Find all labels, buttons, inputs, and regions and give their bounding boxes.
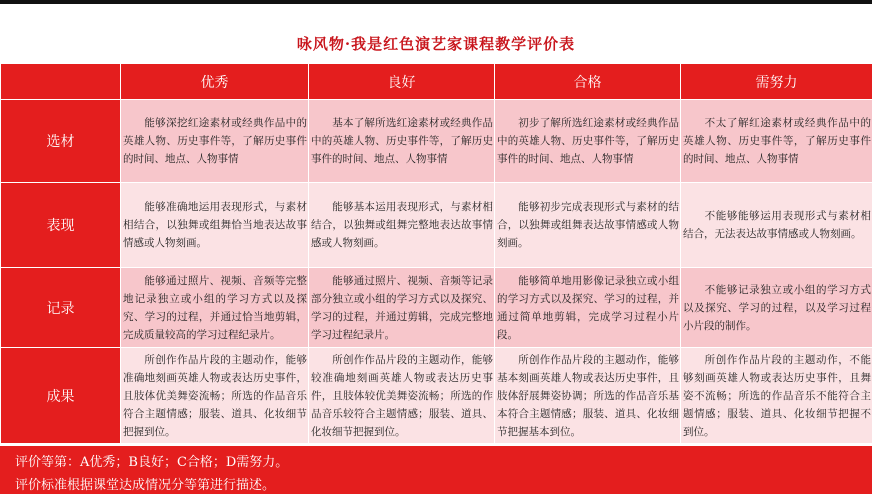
table-cell: 不太了解红途素材或经典作品中的英雄人物、历史事件等，了解历史事件的时间、地点、人物事情 [681,100,872,183]
footer-criteria-note: 评价标准根据课堂达成情况分等第进行描述。 [15,478,276,493]
table-row [1,100,872,183]
table-cell: 能够简单地用影像记录独立或小组的学习方式以及探究、学习的过程，并通过简单地剪辑，完成学习过程小片段。 [495,268,681,348]
row-label-result: 成果 [1,348,121,444]
row-label-selection: 选材 [1,100,121,183]
row-label-performance: 表现 [1,183,121,268]
table-cell: 所创作作品片段的主题动作，能够较准确地刻画英雄人物或表达历史事件，且肢体较优美舞姿流畅；所选的作品音乐较符合主题情感；服装、道具、化妆细节把握到位。 [309,348,495,444]
table-cell: 能够深挖红途素材或经典作品中的英雄人物、历史事件等，了解历史事件的时间、地点、人物事情 [121,100,309,183]
column-header-good: 良好 [309,64,495,100]
table-row [1,348,872,444]
table-cell: 能够初步完成表现形式与素材的结合，以独舞或组舞表达故事情感或人物刻画。 [495,183,681,268]
table-cell: 能够通过照片、视频、音频等完整地记录独立或小组的学习方式以及探究、学习的过程，并通过恰当地剪辑，完成质量较高的学习过程纪录片。 [121,268,309,348]
table-cell: 基本了解所选红途素材或经典作品中的英雄人物、历史事件等，了解历史事件的时间、地点、人物事情 [309,100,495,183]
table-cell: 能够通过照片、视频、音频等记录部分独立或小组的学习方式以及探究、学习的过程，并通过剪辑，完成完整地学习过程纪录片。 [309,268,495,348]
table-cell: 所创作作品片段的主题动作，能够基本刻画英雄人物或表达历史事件，且肢体舒展舞姿协调；所选的作品音乐基本符合主题情感；服装、道具、化妆细节把握基本到位。 [495,348,681,444]
table-cell: 不能够能够运用表现形式与素材相结合，无法表达故事情感或人物刻画。 [681,183,872,268]
table-cell: 所创作作品片段的主题动作，能够准确地刻画英雄人物或表达历史事件，且肢体优美舞姿流畅；所选的作品音乐符合主题情感；服装、道具、化妆细节把握到位。 [121,348,309,444]
table-row [1,268,872,348]
column-header-pass: 合格 [495,64,681,100]
table-cell: 所创作作品片段的主题动作，不能够刻画英雄人物或表达历史事件，且舞姿不流畅；所选的作品音乐不能符合主题情感；服装、道具、化妆细节把握不到位。 [681,348,872,444]
table-cell: 能够准确地运用表现形式，与素材相结合，以独舞或组舞恰当地表达故事情感或人物刻画。 [121,183,309,268]
table-row [1,183,872,268]
table-cell: 初步了解所选红途素材或经典作品中的英雄人物、历史事件等，了解历史事件的时间、地点、人物事情 [495,100,681,183]
footer-grading-note: 评价等第：A优秀；B良好；C合格；D需努力。 [15,455,289,470]
top-border [0,0,872,4]
footer-notes [0,446,872,494]
table-cell: 不能够记录独立或小组的学习方式以及探究、学习的过程，以及学习过程小片段的制作。 [681,268,872,348]
evaluation-table [0,63,872,444]
column-header-needs-work: 需努力 [681,64,872,100]
corner-cell [1,64,121,100]
row-label-record: 记录 [1,268,121,348]
column-header-excellent: 优秀 [121,64,309,100]
table-cell: 能够基本运用表现形式，与素材相结合，以独舞或组舞完整地表达故事情感或人物刻画。 [309,183,495,268]
table-header-row [1,64,872,100]
page-title: 咏风物·我是红色演艺家课程教学评价表 [296,35,576,53]
